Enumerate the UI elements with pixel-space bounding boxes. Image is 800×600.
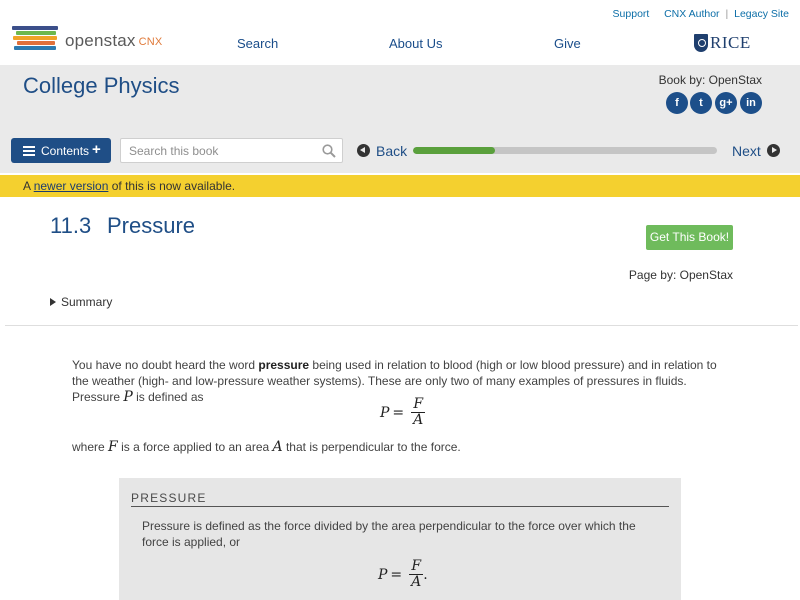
note-body: Pressure is defined as the force divided by the area perpendicular to the force over which the force is applied, or [142,519,636,549]
summary-label: Summary [61,295,113,309]
formula-lhs: P [380,404,390,421]
book-toolbar [0,128,800,173]
pressure-formula [380,397,425,428]
link-separator [655,8,658,20]
logo-cnx: CNX [138,36,163,48]
text-run: is a force applied to an area [117,440,273,454]
facebook-icon[interactable]: f [666,92,688,114]
logo-bar [13,36,57,40]
caret-right-icon [50,298,56,306]
note-formula [378,559,428,590]
fraction [411,397,425,428]
text-run: is defined as [132,390,204,404]
logo-text: openstax [65,31,136,50]
newer-version-link[interactable]: newer version [33,179,109,193]
book-search-box [120,138,343,163]
definition-paragraph [72,439,461,455]
twitter-icon[interactable]: t [690,92,712,114]
nav-search-link[interactable]: Search [237,36,279,51]
summary-toggle[interactable] [50,295,112,309]
support-link[interactable]: Support [612,8,650,20]
text-run: You have no doubt heard the word [72,358,259,372]
get-this-book-button[interactable]: Get This Book! [646,225,733,250]
book-by: Book by: OpenStax [658,73,762,87]
back-button[interactable]: Back [376,143,408,159]
alert-text [23,179,235,193]
google-plus-icon[interactable]: g+ [715,92,737,114]
contents-label: Contents [41,144,90,158]
fraction-denominator: A [411,574,422,590]
pressure-note-box [119,478,681,600]
openstax-logo[interactable] [12,26,172,56]
utility-links [613,8,789,20]
search-icon[interactable] [322,144,336,158]
rice-wordmark: RICE [710,33,751,52]
book-header [0,65,800,128]
book-title[interactable]: College Physics [23,73,180,98]
note-heading: PRESSURE [131,491,207,505]
formula-equals: = [390,566,403,583]
alert-prefix: A [23,179,34,193]
formula-lhs: P [378,566,388,583]
formula-period: . [423,566,428,583]
term-pressure: pressure [258,358,310,372]
contents-button[interactable] [11,138,111,163]
logo-bar [14,46,56,50]
text-run: being used in relation to blood (high or low blood pressure) and in relation to the weather (high- and low-pressure weather systems). These are only two of many examples of pressures in fluids. Pressure [72,358,717,404]
note-heading-rule [131,506,669,507]
nav-about-link[interactable]: About Us [389,36,443,51]
legacy-site-link[interactable]: Legacy Site [734,8,789,20]
linkedin-icon[interactable]: in [740,92,762,114]
list-icon [23,146,35,155]
logo-bar [12,26,58,30]
math-variable: A [272,439,283,455]
top-navigation [0,0,800,65]
logo-wordmark [65,31,162,51]
text-run: where [72,440,109,454]
nav-give-link[interactable]: Give [554,36,581,51]
alert-suffix: of this is now available. [108,179,236,193]
fraction-numerator: F [411,558,422,574]
divider [5,325,798,326]
logo-bar [16,31,56,35]
rice-shield-icon [694,34,708,52]
fraction [409,559,423,590]
cnx-author-link[interactable]: CNX Author [664,8,720,20]
fraction-numerator: F [413,396,424,412]
reading-progress-bar [413,147,717,154]
book-search-input[interactable] [129,143,309,159]
plus-icon: + [92,141,101,158]
formula-equals: = [392,404,405,421]
math-variable: F [108,439,118,455]
progress-fill [413,147,495,154]
logo-bar [17,41,55,45]
rice-logo[interactable] [694,32,751,54]
math-variable: P [123,389,133,405]
next-arrow-icon[interactable] [767,144,780,157]
back-arrow-icon[interactable] [357,144,370,157]
text-run: that is perpendicular to the force. [282,440,461,454]
version-alert-banner [0,175,800,197]
next-button[interactable]: Next [732,143,761,159]
section-number: 11.3 [50,213,92,238]
page-by: Page by: OpenStax [628,268,733,282]
link-separator: | [725,8,729,20]
fraction-denominator: A [413,412,424,428]
section-title: Pressure [107,213,196,238]
